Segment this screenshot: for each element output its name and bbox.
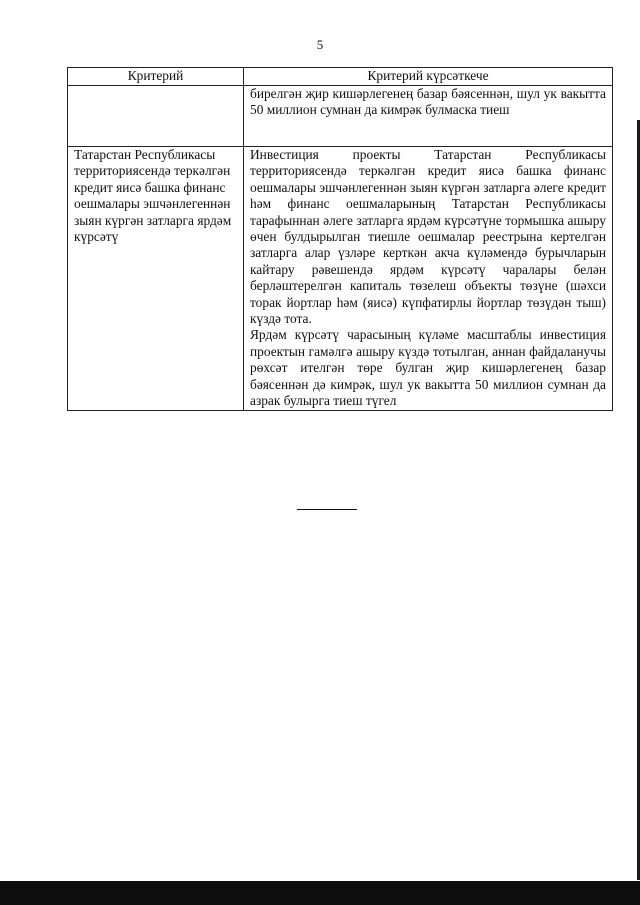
table-row bbox=[68, 86, 613, 147]
indicator-cell bbox=[244, 147, 613, 411]
table-header-row bbox=[68, 68, 613, 86]
header-criterion: Критерий bbox=[68, 68, 244, 86]
criteria-table bbox=[67, 67, 613, 411]
criterion-cell: Татарстан Республикасы территориясендә теркәлгән кредит яисә башка финанс оешмалары эшчәнлегеннән зыян күргән затларга ярдәм күрсәтү bbox=[68, 147, 244, 411]
indicator-paragraph: Инвестиция проекты Татарстан Республикасы территориясендә теркәлгән кредит яисә башка финанс оешмалары эшчәнлегеннән зыян күргән затларга әлеге кредит һәм финанс оешмаларының Татарстан Республикасы тарафыннан әлеге затларга ярдәм күрсәтүне тормышка ашыру өчен булдырылган тиешле оешмалар реестрына кертелгән затларга алар үзләре керткән акча күләмендә бурычларын кайтару рәвешендә ярдәм күрсәтү чаралары белән берләштерелгән капиталь төзелеш объекты төзүне (шәхси торак йортлар һәм (яисә) күпфатирлы йортлар төзүдән тыш) күздә тота. bbox=[250, 147, 606, 327]
header-indicator: Критерий күрсәткече bbox=[244, 68, 613, 86]
continuation-criterion-cell bbox=[68, 86, 244, 147]
scan-border bbox=[0, 881, 640, 905]
continuation-indicator-cell: бирелгән җир кишәрлегенең базар бәясеннән, шул ук вакытта 50 миллион сумнан да кимрәк булмаска тиеш bbox=[244, 86, 613, 147]
page-number: 5 bbox=[316, 37, 324, 52]
end-divider bbox=[297, 509, 357, 510]
indicator-paragraph: Ярдәм күрсәтү чарасының күләме масштаблы инвестиция проектын гамәлгә ашыру күздә тотылган, аннан файдаланучы рөхсәт ителгән төре булган җир кишәрлегенең базар бәясеннән дә кимрәк, шул ук вакытта 50 миллион сумнан да азрак булырга тиеш түгел bbox=[250, 327, 606, 409]
table-row bbox=[68, 147, 613, 411]
